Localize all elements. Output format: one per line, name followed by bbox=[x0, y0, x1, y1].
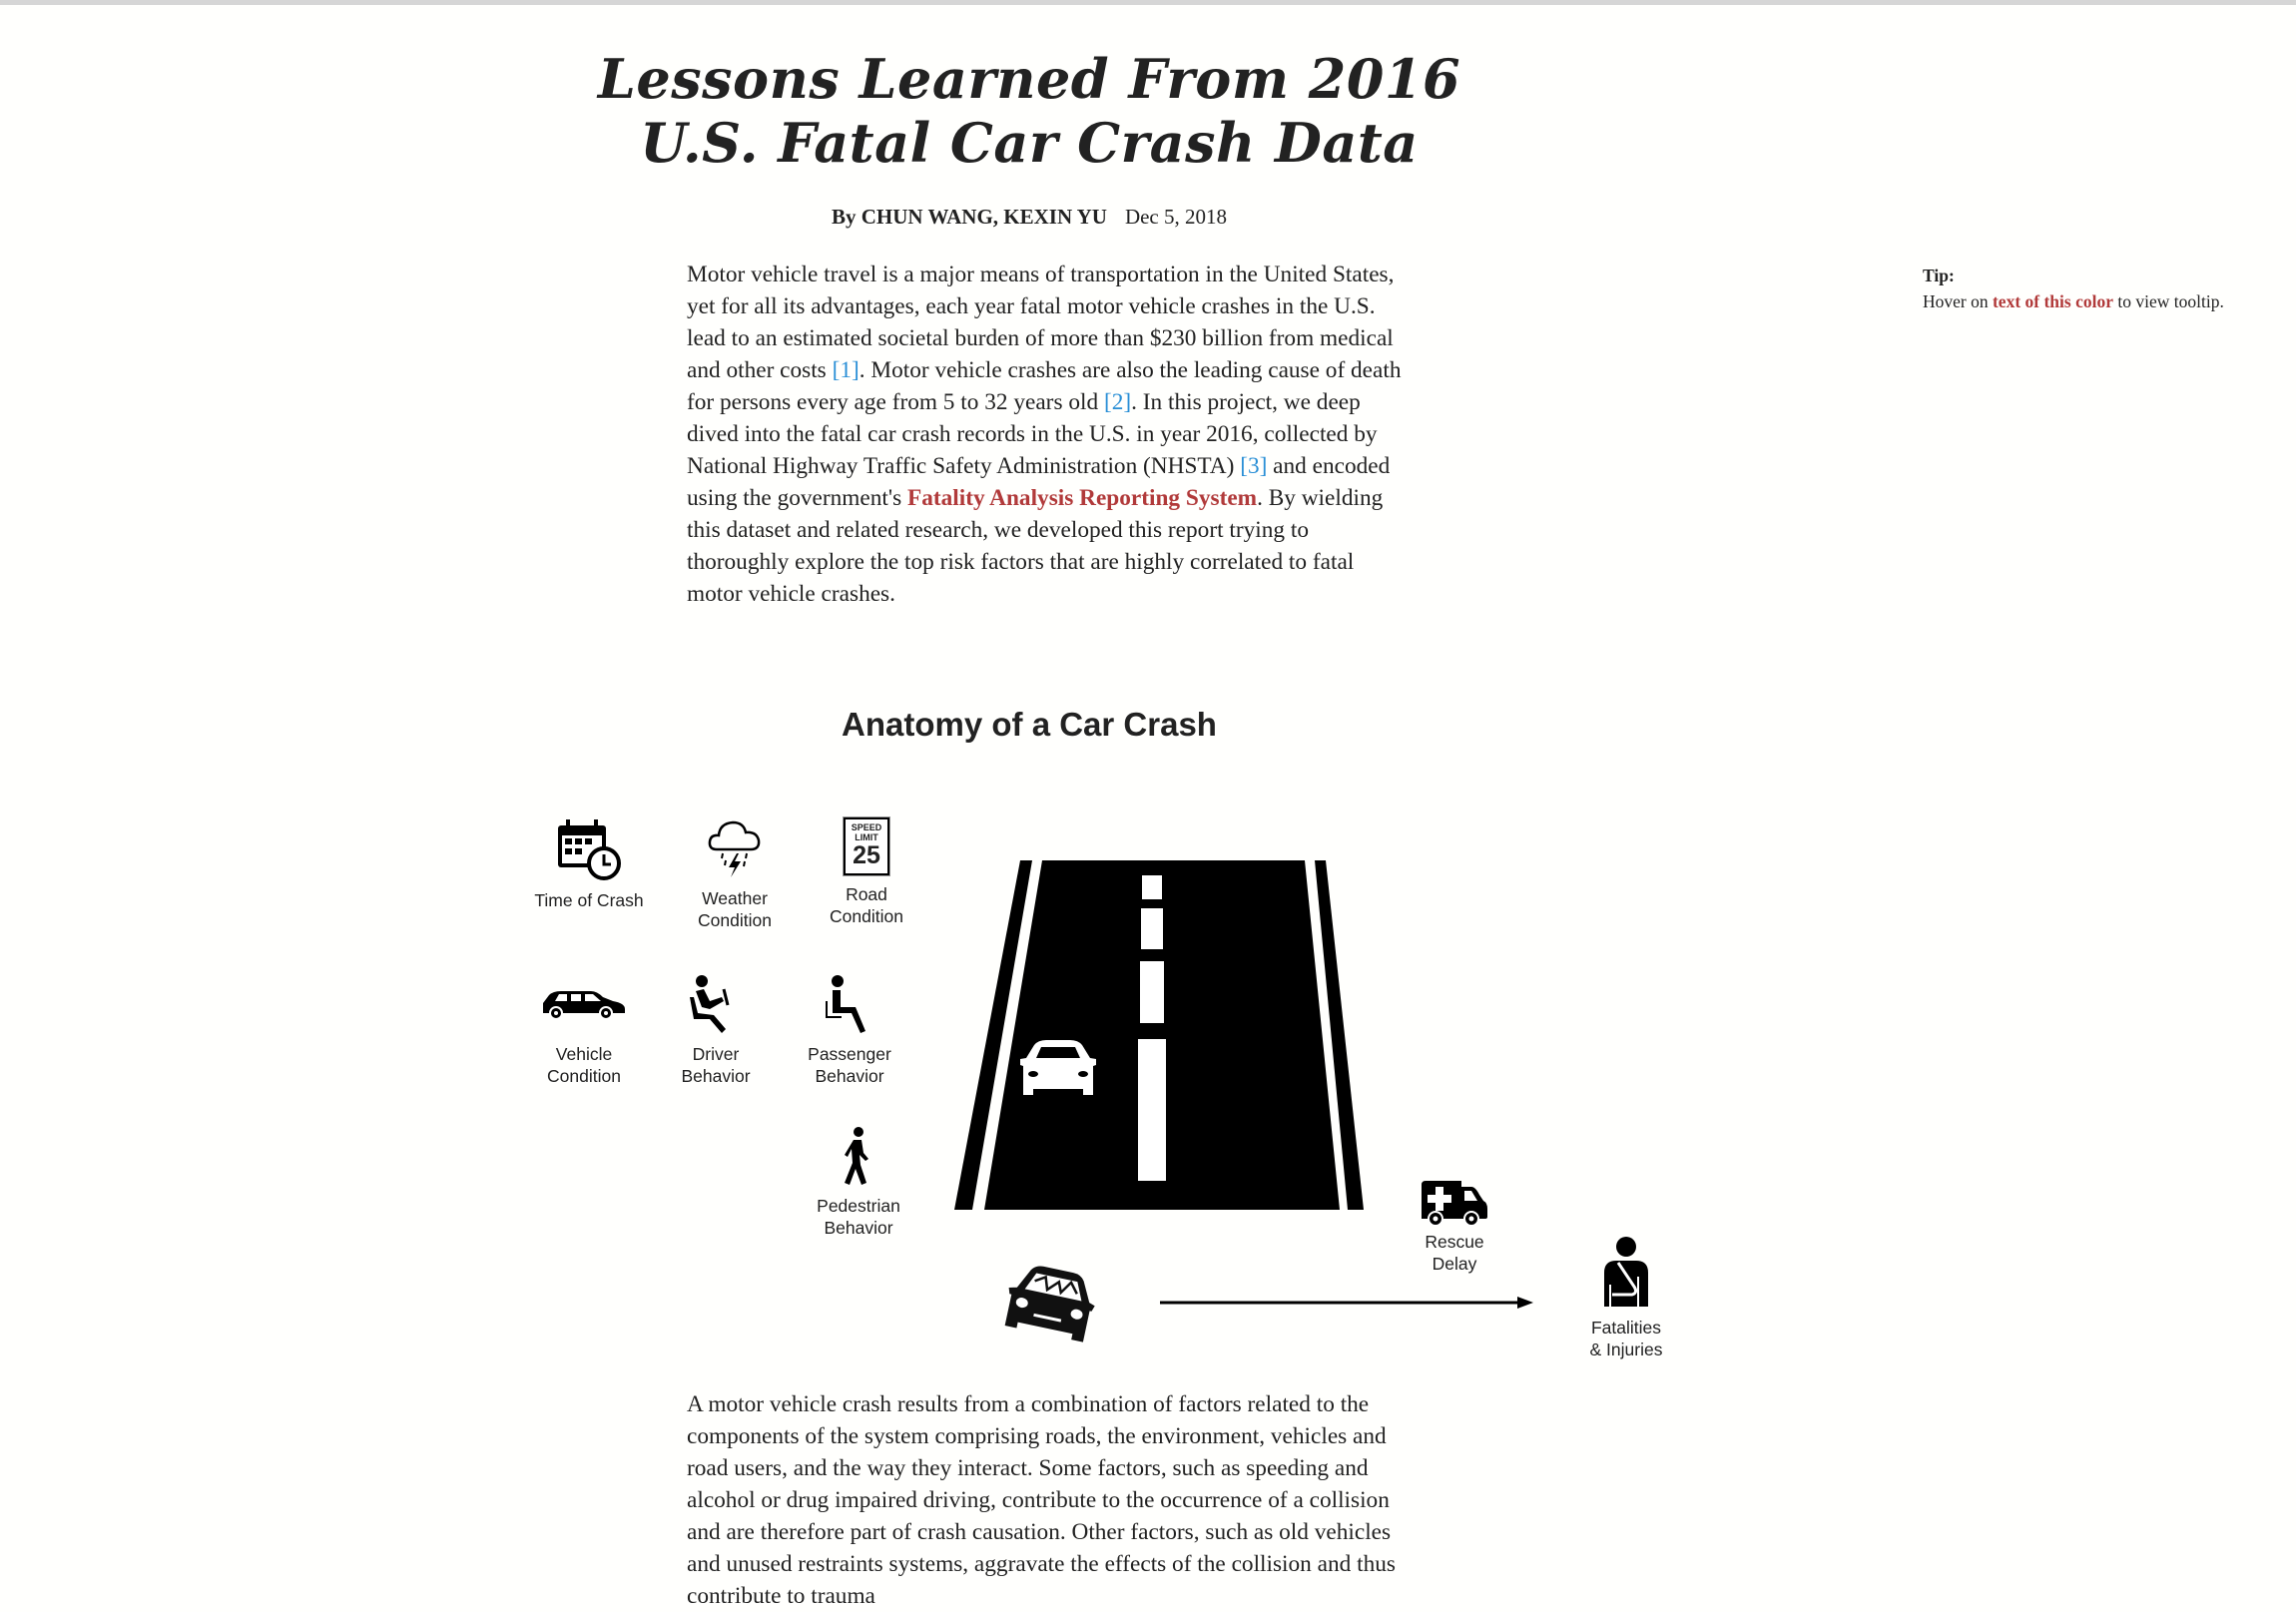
factor-label: Rescue Delay bbox=[1425, 1232, 1484, 1274]
road-illustration bbox=[938, 853, 1378, 1223]
intro-text: . Motor vehicle crashes are also the leading cause of death for persons every age from 5 to 32 years old bbox=[687, 357, 1402, 415]
intro-text: . By wielding this dataset and related research, we developed this report trying to thoroughly explore the top risk factors that are highly correlated to fatal motor vehicle crashes. bbox=[687, 485, 1384, 607]
article-title bbox=[0, 47, 2058, 175]
tip-text-pre: Hover on bbox=[1923, 291, 1993, 311]
factor-time-of-crash[interactable] bbox=[509, 817, 669, 911]
factor-rescue-delay[interactable] bbox=[1375, 1181, 1534, 1275]
pedestrian-icon bbox=[839, 1127, 878, 1187]
intro-paragraph bbox=[687, 259, 1406, 610]
tip-label: Tip: bbox=[1923, 266, 1955, 285]
crashed-car-icon bbox=[1000, 1265, 1100, 1344]
factor-passenger-behavior[interactable] bbox=[770, 975, 929, 1087]
factor-label: Pedestrian Behavior bbox=[817, 1196, 900, 1238]
sign-speed: SPEED bbox=[851, 822, 882, 832]
diagram-heading: Anatomy of a Car Crash bbox=[842, 706, 1217, 743]
storm-cloud-icon bbox=[707, 817, 763, 879]
factor-label: Road Condition bbox=[830, 884, 903, 926]
tip-highlight-sample: text of this color bbox=[1992, 291, 2113, 311]
car-icon bbox=[541, 983, 627, 1023]
sign-limit: LIMIT bbox=[855, 832, 878, 842]
reference-link-3[interactable]: [3] bbox=[1240, 453, 1268, 479]
flow-arrow bbox=[1158, 1293, 1537, 1313]
factor-label: Driver Behavior bbox=[681, 1044, 751, 1086]
reference-link-2[interactable]: [2] bbox=[1103, 389, 1132, 415]
intro-text: . In this project, we deep dived into the fatal car crash records in the U.S. in year 2016, collected by National Highway Traffic Safety Administration (NHSTA) bbox=[687, 389, 1378, 479]
second-paragraph: A motor vehicle crash results from a combination of factors related to the components of the system comprising roads, the environment, vehicles and road users, and the way they interact. Some factors, such as speeding and alcohol or drug impaired driving, contribute to the occurrence of a collision and are therefore part of crash causation. Other factors, such as old vehicles and unused restraints systems, aggravate the effects of the collision and thus contribute to trauma bbox=[687, 1391, 1396, 1609]
intro-text: Motor vehicle travel is a major means of transportation in the United States, yet for all its advantages, each year fatal motor vehicle crashes in the U.S. lead to an estimated societal burden of more than $230 billion from medical and other costs bbox=[687, 262, 1395, 383]
sign-value: 25 bbox=[853, 841, 880, 869]
tip-text bbox=[1923, 288, 2224, 314]
factor-label: Time of Crash bbox=[534, 890, 644, 910]
factor-label: Vehicle Condition bbox=[547, 1044, 621, 1086]
title-line-2: U.S. Fatal Car Crash Data bbox=[640, 111, 1419, 175]
driver-icon bbox=[688, 975, 744, 1035]
reference-link-1[interactable]: [1] bbox=[832, 357, 860, 383]
intro-text: and encoded using the government's bbox=[687, 453, 1391, 511]
factor-label: Passenger Behavior bbox=[808, 1044, 891, 1086]
authors: By CHUN WANG, KEXIN YU bbox=[831, 205, 1107, 229]
outcome-fatalities-injuries[interactable] bbox=[1546, 1237, 1706, 1360]
factor-label: Fatalities & Injuries bbox=[1589, 1318, 1663, 1359]
factor-label: Weather Condition bbox=[698, 888, 772, 930]
ambulance-icon bbox=[1420, 1181, 1489, 1227]
tip-text-post: to view tooltip. bbox=[2113, 291, 2224, 311]
tip-box bbox=[1923, 263, 2224, 314]
injured-person-icon bbox=[1598, 1237, 1654, 1309]
fars-tooltip-term[interactable]: Fatality Analysis Reporting System bbox=[906, 485, 1258, 511]
speed-limit-sign-icon bbox=[844, 817, 889, 875]
calendar-clock-icon bbox=[554, 817, 624, 881]
passenger-icon bbox=[822, 975, 877, 1035]
factor-pedestrian-behavior[interactable] bbox=[779, 1127, 938, 1239]
title-line-1: Lessons Learned From 2016 bbox=[597, 47, 1461, 111]
byline bbox=[0, 205, 2058, 230]
publish-date: Dec 5, 2018 bbox=[1124, 205, 1227, 229]
factor-road-condition[interactable] bbox=[787, 817, 946, 927]
